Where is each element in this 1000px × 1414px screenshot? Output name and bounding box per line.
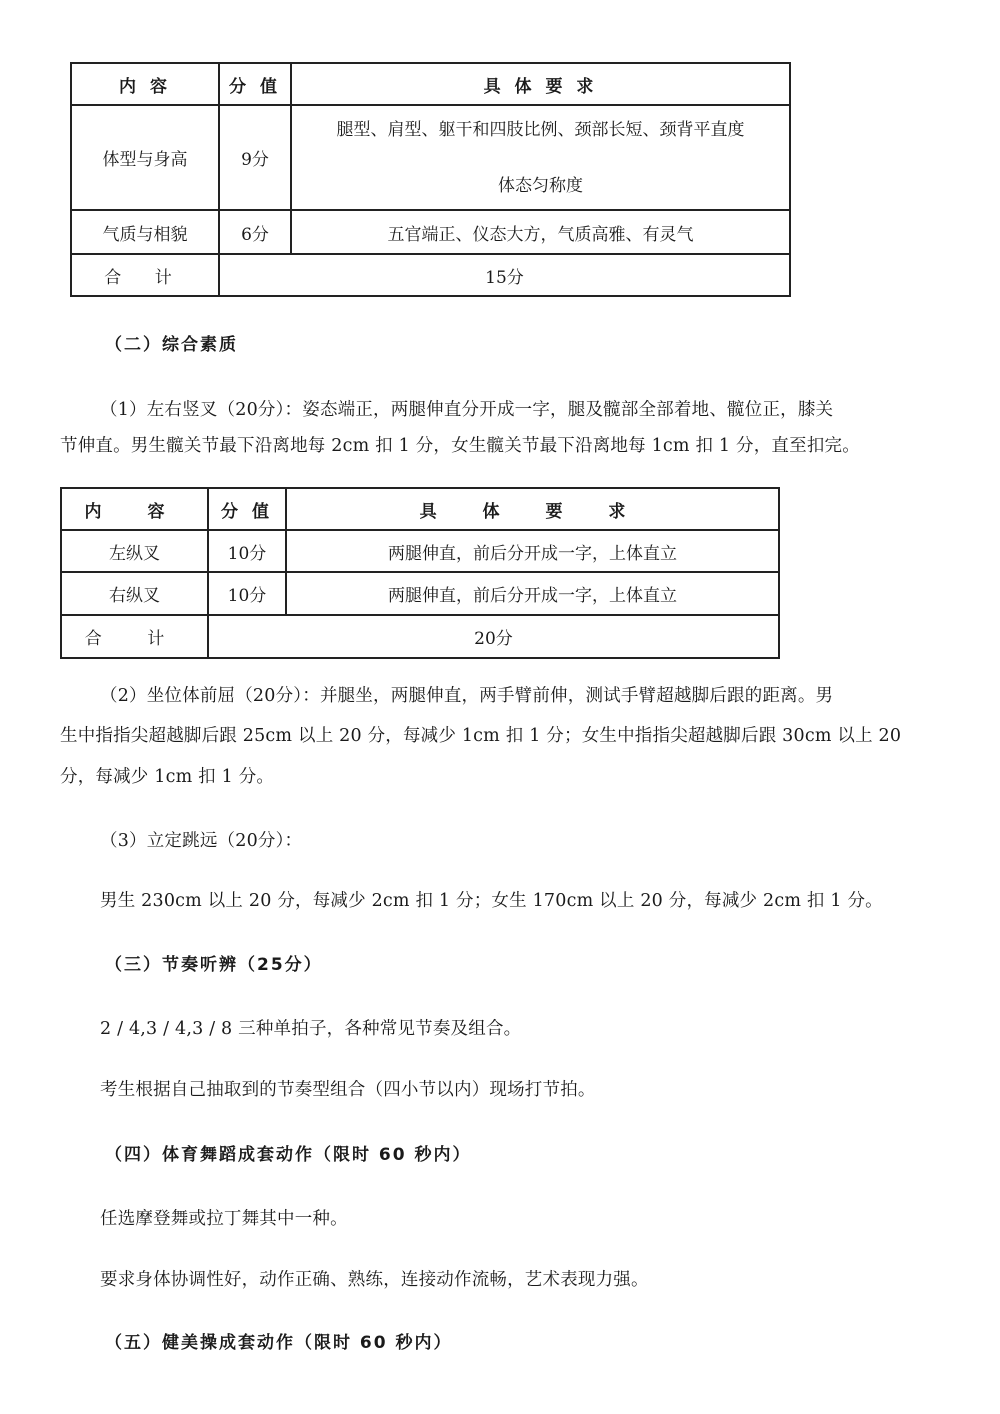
row-requirements: 两腿伸直，前后分开成一字，上体直立 [286, 572, 779, 615]
paragraph-line: 考生根据自己抽取到的节奏型组合（四小节以内）现场打节拍。 [100, 1080, 596, 1100]
paragraph-line: （1）左右竖叉（20分）：姿态端正，两腿伸直分开成一字，腿及髋部全部着地、髋位正，膝关 [100, 400, 834, 420]
row-requirements: 五官端正、仪态大方，气质高雅、有灵气 [291, 210, 790, 254]
table-total-row [61, 615, 779, 658]
total-value: 20分 [208, 615, 779, 658]
section-heading: （五）健美操成套动作（限时 60 秒内） [105, 1333, 453, 1353]
header-content: 内 容 [71, 63, 219, 105]
row-requirements [291, 105, 790, 210]
row-score: 6分 [219, 210, 291, 254]
table-row [61, 530, 779, 572]
paragraph-line: （3）立定跳远（20分）： [100, 831, 303, 851]
row-score: 10分 [208, 572, 286, 615]
row-content: 体型与身高 [71, 105, 219, 210]
total-label: 合 计 [61, 615, 208, 658]
header-score: 分 值 [219, 63, 291, 105]
paragraph-line: 男生 230cm 以上 20 分，每减少 2cm 扣 1 分；女生 170cm 以上 20 分，每减少 2cm 扣 1 分。 [100, 891, 883, 911]
header-content: 内 容 [61, 488, 208, 530]
header-requirements: 具 体 要 求 [291, 63, 790, 105]
paragraph-line: 节伸直。男生髋关节最下沿离地每 2cm 扣 1 分，女生髋关节最下沿离地每 1cm 扣 1 分，直至扣完。 [60, 436, 860, 456]
requirement-line: 体态匀称度 [498, 175, 583, 196]
paragraph-line: 任选摩登舞或拉丁舞其中一种。 [100, 1209, 348, 1229]
table-total-row [71, 254, 790, 296]
paragraph-line: （2）坐位体前屈（20分）：并腿坐，两腿伸直，两手臂前伸，测试手臂超越脚后跟的距离。男 [100, 686, 834, 706]
paragraph-line: 分，每减少 1cm 扣 1 分。 [60, 767, 275, 787]
table-row [71, 105, 790, 210]
paragraph-line: 2 / 4,3 / 4,3 / 8 三种单拍子，各种常见节奏及组合。 [100, 1019, 522, 1039]
split-test-table [60, 487, 780, 659]
total-label: 合 计 [71, 254, 219, 296]
requirement-line: 腿型、肩型、躯干和四肢比例、颈部长短、颈背平直度 [336, 119, 745, 140]
row-requirements: 两腿伸直，前后分开成一字，上体直立 [286, 530, 779, 572]
body-assessment-table [70, 62, 791, 297]
table-row [61, 572, 779, 615]
header-requirements: 具 体 要 求 [286, 488, 779, 530]
section-heading: （四）体育舞蹈成套动作（限时 60 秒内） [105, 1145, 472, 1165]
total-value: 15分 [219, 254, 790, 296]
row-score: 10分 [208, 530, 286, 572]
section-heading: （三）节奏听辨（25分） [105, 955, 323, 975]
header-score: 分 值 [208, 488, 286, 530]
row-score: 9分 [219, 105, 291, 210]
section-heading: （二）综合素质 [105, 335, 238, 355]
paragraph-line: 生中指指尖超越脚后跟 25cm 以上 20 分，每减少 1cm 扣 1 分；女生中指指尖超越脚后跟 30cm 以上 20 [60, 726, 902, 746]
row-content: 右纵叉 [61, 572, 208, 615]
row-content: 左纵叉 [61, 530, 208, 572]
row-content: 气质与相貌 [71, 210, 219, 254]
paragraph-line: 要求身体协调性好，动作正确、熟练，连接动作流畅，艺术表现力强。 [100, 1270, 649, 1290]
table-row [71, 210, 790, 254]
